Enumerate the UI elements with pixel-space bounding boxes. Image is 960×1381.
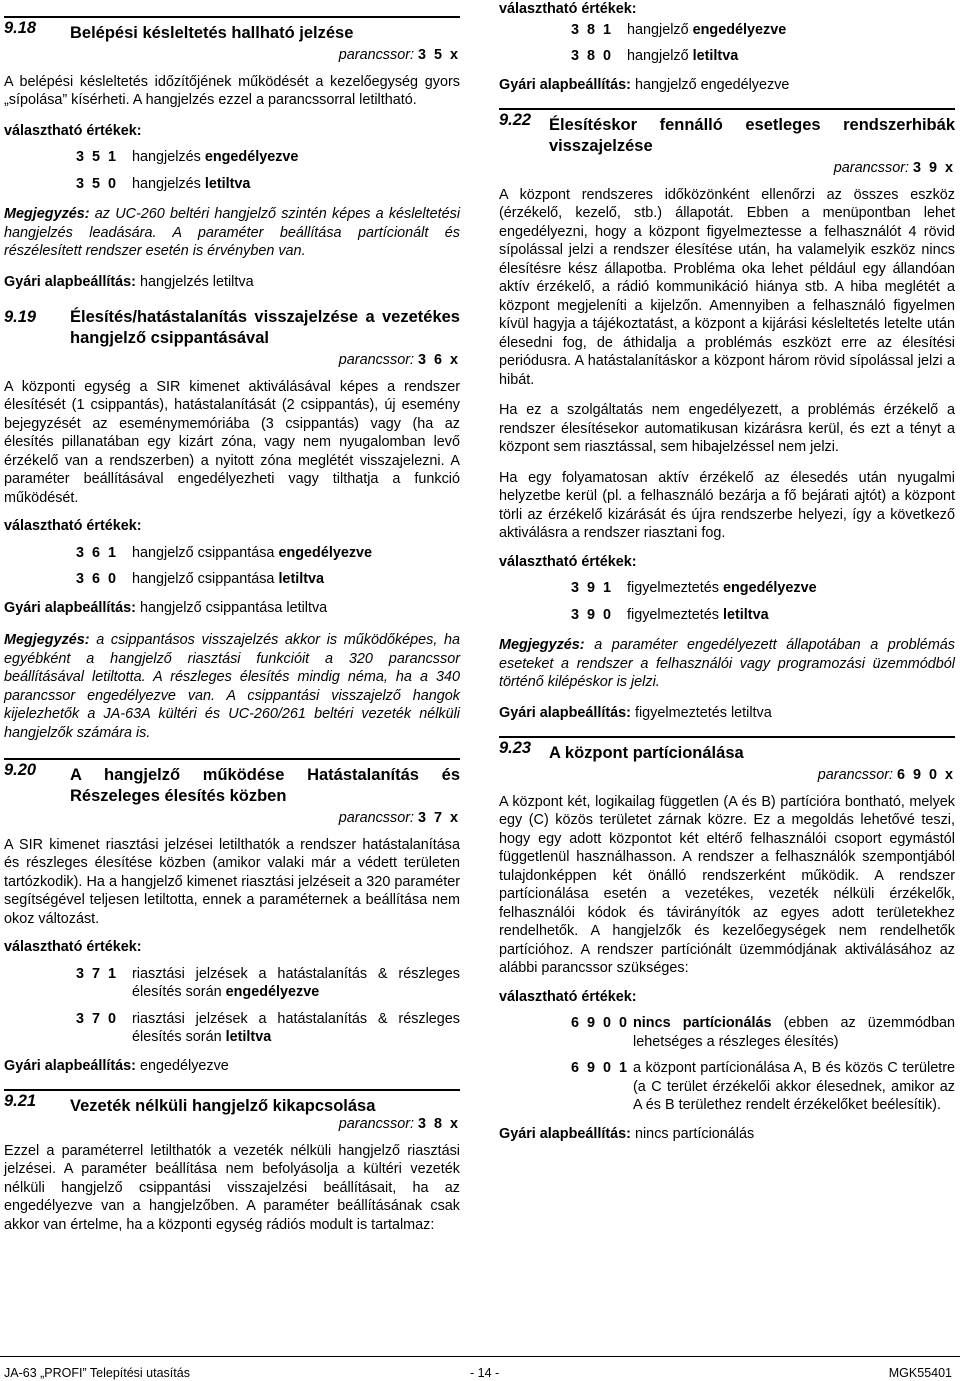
section-body: Ha egy folyamatosan aktív érzékelő az élesedés után nyugalmi helyzetbe kerül (pl. a felhasználó bezárja a fő bejárati ajtót) a központ törli az érzékelő kizárását és újra rendszerbe helyezi, így a következő aktiválásra a rendszer riasztani fog. <box>499 469 955 541</box>
section-body: A központi egység a SIR kimenet aktiválásával képes a rendszer élesítését (1 csippantás), hatástalanítását (2 csippantás), új esemény bejegyzését az eseménymemóriába (3 csippantás) vagy (ha az élesítés pillanatában egy kizárt zóna, vagy nem nyugalomban levő érzékelő van a rendszerben) a nyitott zóna meglétét visszajelezni. A paraméter beállításával engedélyezheti vagy tilthatja a funkció működését. <box>4 378 460 506</box>
option-text: riasztási jelzések a hatástalanítás & részleges élesítés során letiltva <box>132 1010 460 1045</box>
command-line <box>499 766 955 785</box>
default-setting: Gyári alapbeállítás: nincs partícionálás <box>499 1125 755 1142</box>
section-number: 9.20 <box>4 761 37 779</box>
option-text: riasztási jelzések a hatástalanítás & részleges élesítés során engedélyezve <box>132 965 460 1000</box>
command-line <box>4 351 460 370</box>
choices-label: választható értékek: <box>499 553 637 570</box>
command-value: 3 5 x <box>417 47 460 63</box>
default-setting: Gyári alapbeállítás: hangjelző csippantása letiltva <box>4 599 328 616</box>
option-code: 3 9 1 <box>571 580 614 596</box>
section-title: Belépési késleltetés hallható jelzése <box>70 24 354 42</box>
section-heading-9-19 <box>4 307 460 349</box>
section-title: Élesítés/hatástalanítás visszajelzése a vezetékes hangjelző csippantásával <box>70 308 460 347</box>
footer-document-title: JA-63 „PROFI” Telepítési utasítás <box>4 1366 190 1380</box>
section-heading-9-21 <box>4 1089 460 1117</box>
note: Megjegyzés: a paraméter engedélyezett állapotában a problémás eseteket a rendszer a felhasználói vagy programozási üzemmódból történő kilépéskor is jelzi. <box>499 637 955 690</box>
option-code: 3 6 1 <box>76 544 119 561</box>
command-value: 3 8 x <box>417 1116 460 1132</box>
command-line <box>4 809 460 828</box>
option-text: figyelmeztetés engedélyezve <box>627 580 817 596</box>
right-column <box>499 0 955 1157</box>
section-title: Vezeték nélküli hangjelző kikapcsolása <box>70 1097 376 1115</box>
command-label: parancssor: <box>833 160 909 176</box>
section-number: 9.22 <box>499 111 532 129</box>
command-value: 3 7 x <box>417 810 460 826</box>
choices-label: választható értékek: <box>4 518 142 534</box>
option-enabled <box>4 544 460 563</box>
command-label: parancssor: <box>338 810 414 826</box>
command-label: parancssor: <box>338 47 414 63</box>
section-heading-9-23 <box>499 736 955 764</box>
option-code: 3 5 0 <box>76 175 119 192</box>
footer-page-number: - 14 - <box>470 1366 500 1380</box>
command-value: 3 9 x <box>912 160 955 176</box>
option-enabled <box>499 579 955 598</box>
section-title: A hangjelző működése Hatástalanítás és Részeleges élesítés közben <box>70 766 460 805</box>
section-title: Élesítéskor fennálló esetleges rendszerhibák visszajelzése <box>549 116 955 155</box>
option-text: nincs partícionálás (ebben az üzemmódban lehetséges a részleges élesítés) <box>633 1015 955 1050</box>
option-text: hangjelző letiltva <box>627 48 739 64</box>
option-disabled <box>499 606 955 625</box>
page-footer <box>0 1356 960 1380</box>
command-line <box>499 159 955 178</box>
option-enabled <box>499 21 955 40</box>
section-number: 9.21 <box>4 1092 37 1110</box>
command-label: parancssor: <box>338 1116 414 1132</box>
section-title: A központ partícionálása <box>549 744 744 762</box>
note: Megjegyzés: az UC-260 beltéri hangjelző szintén képes a késleltetési hangjelzés leadására. A paraméter beállítása partícionált és részélesített rendszer esetén is érvényben van. <box>4 206 461 259</box>
choices-label: választható értékek: <box>4 122 142 139</box>
option-code: 3 6 0 <box>76 571 119 587</box>
section-body: Ha ez a szolgáltatás nem engedélyezett, a problémás érzékelő a rendszer élesítésekor automatikusan kizárásra kerül, és ezt a tényt a központ sem riasztással, sem hibajelzéssel nem jelzi. <box>499 402 955 455</box>
option-code: 3 8 0 <box>571 48 614 64</box>
section-heading-9-20 <box>4 758 460 807</box>
option-disabled <box>4 1010 460 1047</box>
option-disabled <box>4 175 460 194</box>
option-code: 3 9 0 <box>571 606 614 623</box>
section-body: A központ rendszeres időközönként ellenőrzi az összes eszköz (érzékelő, kezelő, stb.) állapotát. Ebben a menüpontban lehet engedélyezni, hogy a központ figyelmeztesse a felhasználót 4 rövid sípolással jelzi a rendszer élesítése után, ha valamelyik eszköz nincs élesítésre kész állapotba. Probléma oka lehet például egy állandóan aktív érzékelő, a rádió kommunikáció hiánya stb. A hiba meglétét a központ megjeleníti a kijelzőn. Amennyiben a felhasználó figyelmen kívül hagyja a tájékoztatást, a központ a kijárási késleltetés letelte után élesedni fog, de áthidalja a problémás eszközt erre az élesítési periódusra. A hatástalanításkor a központ három rövid sípolással jelzi a hibát. <box>499 186 955 388</box>
left-column <box>4 0 460 1240</box>
option-code: 3 8 1 <box>571 21 614 38</box>
option-text: hangjelzés engedélyezve <box>132 149 299 165</box>
option-text: hangjelzés letiltva <box>132 175 251 192</box>
section-body: Ezzel a paraméterrel letilthatók a vezeték nélküli hangjelző riasztási jelzései. A paraméter beállítása nem befolyásolja a kültéri vezeték nélküli hangjelző csippantási visszajelzési beállításait, ha az engedélyezve van a hangjelzőben. A paraméter beállításának csak akkor van értelme, ha a központi egység rádiós modult is tartalmaz: <box>4 1142 460 1233</box>
choices-label: választható értékek: <box>499 1 637 17</box>
section-heading-9-18 <box>4 16 460 44</box>
option-enabled <box>4 965 460 1002</box>
command-line <box>4 46 460 65</box>
option-disabled <box>4 570 460 589</box>
command-label: parancssor: <box>338 352 414 368</box>
option-text: a központ partícionálása A, B és közös C területre (a C terület érzékelői akkor élesednek, amikor az A és B területhez rendelt érzékelőket beélesítik). <box>633 1060 955 1113</box>
option-text: figyelmeztetés letiltva <box>627 606 769 623</box>
section-body: A SIR kimenet riasztási jelzései letilthatók a rendszer hatástalanítása és részleges élesítése közben (amikor valaki már a védett területen tartózkodik). Ha a hangjelző kimenet riasztási jelzéseit a 320 paraméter segítségével teljesen letiltotta, ennek a paraméternek a beállítása nem okoz változást. <box>4 836 460 927</box>
option-code: 6 9 0 1 <box>571 1060 630 1076</box>
option-disabled <box>499 47 955 66</box>
default-setting: Gyári alapbeállítás: hangjelző engedélyezve <box>499 76 790 93</box>
command-label: parancssor: <box>817 767 893 783</box>
section-body: A belépési késleltetés időzítőjének működését a kezelőegység gyors „sípolása” kísérheti. A hangjelzés ezzel a parancssorral letiltható. <box>4 73 460 108</box>
command-line <box>4 1115 460 1134</box>
option-text: hangjelző csippantása engedélyezve <box>132 544 373 561</box>
option-code: 6 9 0 0 <box>571 1015 630 1031</box>
option-no-partition <box>499 1014 955 1051</box>
section-number: 9.18 <box>4 19 37 37</box>
command-value: 3 6 x <box>417 352 460 368</box>
option-code: 3 7 1 <box>76 965 119 982</box>
command-value: 6 9 0 x <box>896 767 955 783</box>
option-text: hangjelző engedélyezve <box>627 21 787 38</box>
choices-label: választható értékek: <box>499 988 637 1005</box>
option-text: hangjelző csippantása letiltva <box>132 571 325 587</box>
section-heading-9-22 <box>499 108 955 157</box>
option-partition <box>499 1059 955 1115</box>
option-code: 3 5 1 <box>76 149 119 165</box>
note: Megjegyzés: a csippantásos visszajelzés akkor is működőképes, ha egyébként a hangjelző riasztási funkcióit a 320 parancssor beállításával letiltotta. A részleges élesítés mindig néma, ha a 340 parancssor engedélyezve van. A csippantási visszajelző hangok kijelezhetők a JA-63A kültéri és UC-260/261 beltéri vezeték nélküli hangjelzők számára is. <box>4 632 460 741</box>
default-setting: Gyári alapbeállítás: figyelmeztetés letiltva <box>499 704 772 721</box>
section-number: 9.23 <box>499 739 532 757</box>
default-setting: Gyári alapbeállítás: engedélyezve <box>4 1057 229 1074</box>
default-setting: Gyári alapbeállítás: hangjelzés letiltva <box>4 273 254 290</box>
option-code: 3 7 0 <box>76 1010 119 1027</box>
choices-label: választható értékek: <box>4 939 142 955</box>
option-enabled <box>4 148 460 167</box>
section-number: 9.19 <box>4 308 37 326</box>
footer-document-code: MGK55401 <box>888 1366 952 1380</box>
section-body: A központ két, logikailag független (A és B) partícióra bontható, melyek egy (C) közös területet zárnak közre. Ez a megoldás lehetővé teszi, hogy egy adott központot két eltérő felhasználói csoport egymástól függetlenül használhasson. A rendszer a felhasználók szempontjából tulajdonképpen két önálló rendszerként működik. A rendszer partícionálása esetén a vezetékes, vezeték nélküli érzékelők, felhasználói kódok és távirányítók az egyes adott területekhez rendelhetők. A hangjelzők és kezelőegységek nem rendelhetők partícióhoz. A rendszer partíciónált üzemmódjának aktiválásához az alábbi parancssor szükséges: <box>499 793 955 976</box>
